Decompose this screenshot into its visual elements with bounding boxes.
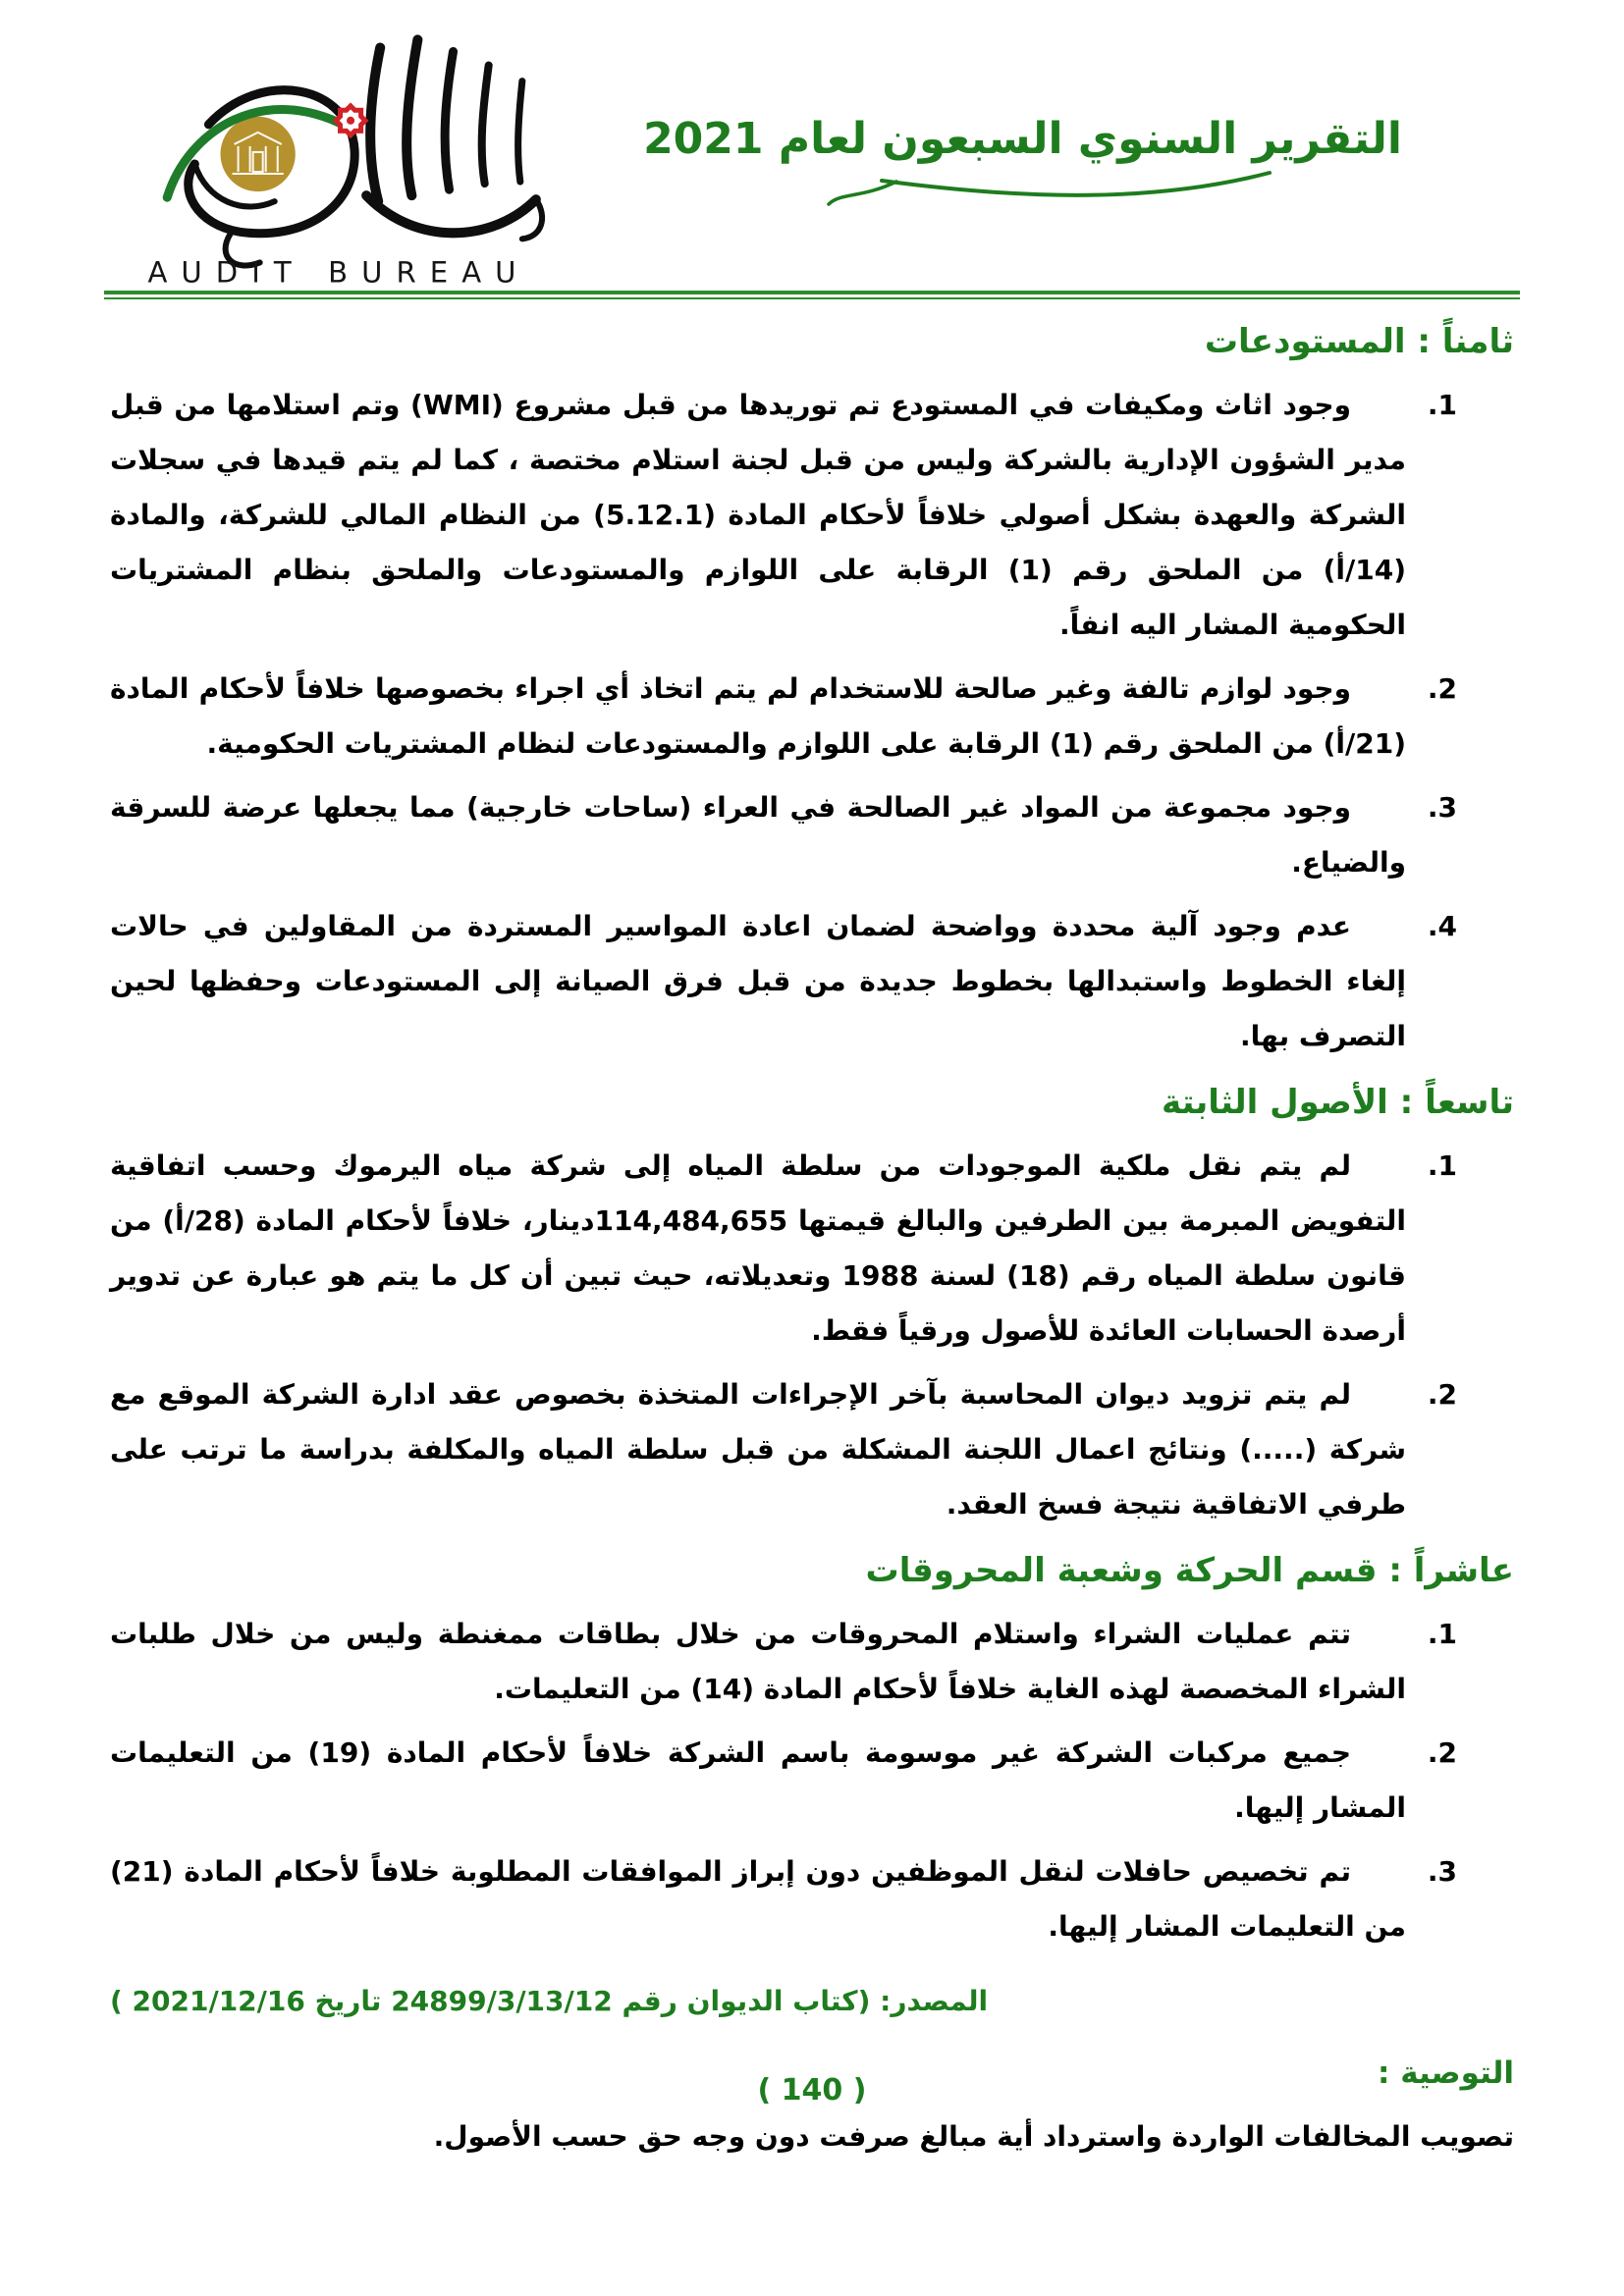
item-text: لم يتم نقل ملكية الموجودات من سلطة المياه إلى شركة مياه اليرموك وحسب اتفاقية التفويض المبرمة بين الطرفين والبالغ قيمتها 114,484,655دينار، خلافاً لأحكام المادة (28/أ) من قانون سلطة المياه رقم (18) لسنة 1988 وتعديلاته، حيث تبين أن كل ما يتم هو عبارة عن تدوير أرصدة الحسابات العائدة للأصول ورقياً فقط. [110, 1149, 1406, 1347]
jordan-star-icon [333, 102, 369, 138]
item-text: جميع مركبات الشركة غير موسومة باسم الشركة خلافاً لأحكام المادة (19) من التعليمات المشار إليها. [110, 1736, 1406, 1824]
section-list [110, 1607, 1514, 1954]
list-item [110, 378, 1514, 653]
source-line: المصدر: (كتاب الديوان رقم 24899/3/13/12 تاريخ 2021/12/16 ) [110, 1985, 989, 2017]
header-divider [104, 291, 1520, 299]
list-item [110, 1367, 1514, 1532]
petra-medallion-icon [220, 117, 295, 191]
recommendation-heading: التوصية : [1378, 2056, 1514, 2091]
list-item [110, 1139, 1514, 1359]
report-section [110, 319, 1514, 1064]
page-header [0, 0, 1624, 291]
report-section [110, 1080, 1514, 1532]
title-calligraphy-swoosh [734, 167, 1284, 208]
item-number: .3 [1427, 1855, 1457, 1888]
item-number: .1 [1427, 1618, 1457, 1650]
section-heading: تاسعاً : الأصول الثابتة [1161, 1083, 1514, 1122]
item-text: تم تخصيص حافلات لنقل الموظفين دون إبراز الموافقات المطلوبة خلافاً لأحكام المادة (21) من التعليمات المشار إليها. [110, 1855, 1406, 1943]
list-item [110, 780, 1514, 890]
section-heading: ثامناً : المستودعات [1204, 322, 1514, 361]
audit-bureau-logo [114, 33, 558, 291]
item-number: .2 [1427, 1736, 1457, 1769]
section-list [110, 378, 1514, 1064]
report-title-text: التقرير السنوي السبعون لعام 2021 [643, 114, 1402, 164]
list-item [110, 1726, 1514, 1836]
item-text: وجود لوازم تالفة وغير صالحة للاستخدام لم يتم اتخاذ أي اجراء بخصوصها خلافاً لأحكام المادة (21/أ) من الملحق رقم (1) الرقابة على اللوازم والمستودعات لنظام المشتريات الحكومية. [110, 672, 1406, 760]
report-body [0, 299, 1624, 2164]
item-number: .1 [1427, 389, 1457, 421]
section-list [110, 1139, 1514, 1532]
item-text: وجود مجموعة من المواد غير الصالحة في العراء (ساحات خارجية) مما يجعلها عرضة للسرقة والضياع. [110, 791, 1406, 879]
report-title [643, 114, 1402, 164]
item-text: عدم وجود آلية محددة وواضحة لضمان اعادة المواسير المستردة من المقاولين في حالات إلغاء الخطوط واستبدالها بخطوط جديدة من قبل فرق الصيانة إلى المستودعات وحفظها لحين التصرف بها. [110, 910, 1406, 1052]
item-text: لم يتم تزويد ديوان المحاسبة بآخر الإجراءات المتخذة بخصوص عقد ادارة الشركة الموقع مع شركة (.....) ونتائج اعمال اللجنة المشكلة من قبل سلطة المياه والمكلفة بدراسة ما ترتب على طرفي الاتفاقية نتيجة فسخ العقد. [110, 1378, 1406, 1521]
item-number: .4 [1427, 910, 1457, 942]
sections [110, 319, 1514, 1954]
logo-wordmark: AUDIT BUREAU [147, 255, 530, 290]
list-item [110, 899, 1514, 1064]
recommendation-text: تصويب المخالفات الواردة واسترداد أية مبالغ صرفت دون وجه حق حسب الأصول. [433, 2120, 1514, 2153]
page-number: ( 140 ) [757, 2073, 867, 2108]
item-text: تتم عمليات الشراء واستلام المحروقات من خلال بطاقات ممغنطة وليس من خلال طلبات الشراء المخصصة لهذه الغاية خلافاً لأحكام المادة (14) من التعليمات. [110, 1618, 1406, 1705]
item-text: وجود اثاث ومكيفات في المستودع تم توريدها من قبل مشروع (WMI) وتم استلامها من قبل مدير الشؤون الإدارية بالشركة وليس من قبل لجنة استلام مختصة ، كما لم يتم قيدها في سجلات الشركة والعهدة بشكل أصولي خلافاً لأحكام المادة (5.12.1) من النظام المالي للشركة، والمادة (14/أ) من الملحق رقم (1) الرقابة على اللوازم والمستودعات والملحق بنظام المشتريات الحكومية المشار اليه انفاً. [110, 389, 1406, 641]
item-number: .2 [1427, 1378, 1457, 1411]
logo-arabic-name [0, 0, 1, 1]
report-section [110, 1548, 1514, 1954]
item-number: .1 [1427, 1149, 1457, 1182]
item-number: .3 [1427, 791, 1457, 824]
list-item [110, 1607, 1514, 1717]
item-number: .2 [1427, 672, 1457, 705]
section-heading: عاشراً : قسم الحركة وشعبة المحروقات [865, 1551, 1514, 1590]
list-item [110, 1844, 1514, 1954]
list-item [110, 662, 1514, 772]
